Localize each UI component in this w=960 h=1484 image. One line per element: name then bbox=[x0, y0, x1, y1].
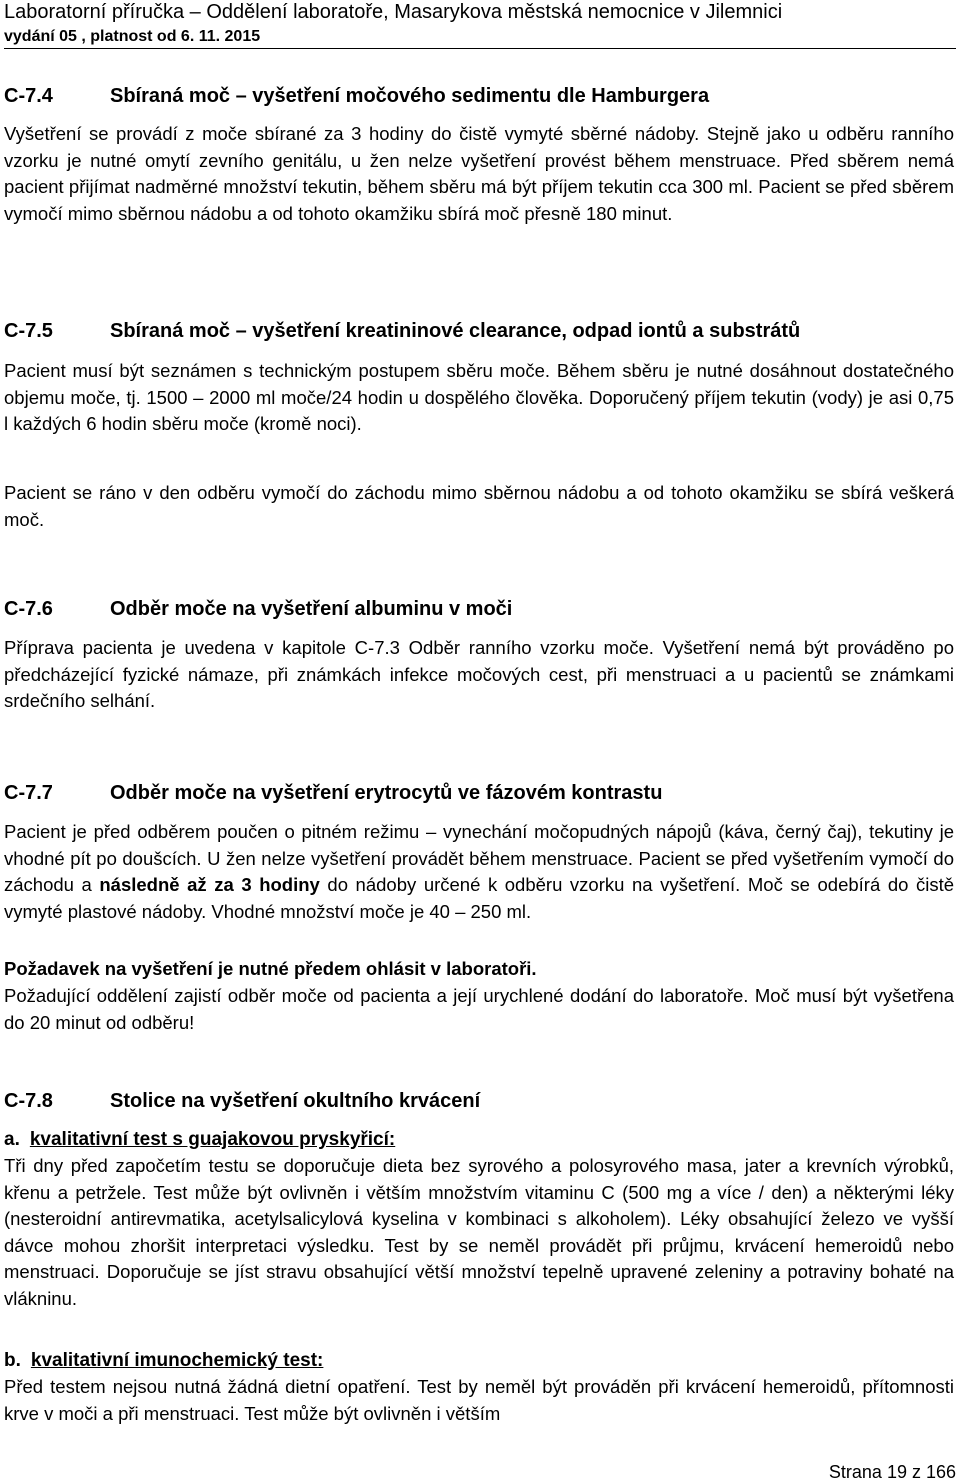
subheading-title: kvalitativní test s guajakovou pryskyřicí: bbox=[29, 1129, 396, 1150]
header-title: Laboratorní příručka – Oddělení laboratoře, Masarykova městská nemocnice v Jilemnici bbox=[4, 1, 783, 23]
subheading-a bbox=[4, 1128, 395, 1152]
text-run: do nádoby určené k odběru vzorku na vyšetření. Moč se odebírá do čistě vymyté plastové nádoby. Vhodné množství moče je 40 – 250 ml. bbox=[4, 874, 955, 922]
paragraph: Příprava pacienta je uvedena v kapitole C-7.3 Odběr ranního vzorku moče. Vyšetření nemá být prováděno po předcházející fyzické námaze, při známkách infekce močových cest, při menstruaci a u pacientů se známkami srdečního selhání. bbox=[4, 637, 954, 711]
subheading-b bbox=[4, 1349, 323, 1373]
paragraph: Požadující oddělení zajistí odběr moče od pacienta a její urychlené dodání do laboratoře. Moč musí být vyšetřena do 20 minut od odběru! bbox=[4, 985, 954, 1033]
subheading-label: b. bbox=[4, 1350, 21, 1371]
section-number: C-7.8 bbox=[4, 1090, 53, 1112]
page-number: Strana 19 z 166 bbox=[828, 1462, 956, 1482]
paragraph-bold: Požadavek na vyšetření je nutné předem ohlásit v laboratoři. bbox=[4, 958, 537, 979]
paragraph: Pacient musí být seznámen s technickým postupem sběru moče. Během sběru je nutné dosáhnout dostatečného objemu moče, tj. 1500 – 2000 ml moče/24 hodin u dospělého člověka. Doporučený příjem tekutin (vody) je asi 0,75 l každých 6 hodin sběru moče (kromě noci). bbox=[4, 360, 954, 434]
subheading-title: kvalitativní imunochemický test: bbox=[30, 1350, 324, 1371]
section-title: Odběr moče na vyšetření erytrocytů ve fázovém kontrastu bbox=[110, 782, 663, 804]
page-header bbox=[4, 0, 956, 49]
paragraph: Před testem nejsou nutná žádná dietní opatření. Test by neměl být prováděn při krvácení hemeroidů, přítomnosti krve v moči a při menstruaci. Test může být ovlivněn i větším bbox=[4, 1376, 954, 1424]
section-number: C-7.7 bbox=[4, 782, 53, 804]
section-title: Sbíraná moč – vyšetření kreatininové clearance, odpad iontů a substrátů bbox=[110, 320, 801, 342]
section-title: Sbíraná moč – vyšetření močového sedimentu dle Hamburgera bbox=[110, 85, 710, 107]
section-number: C-7.6 bbox=[4, 598, 53, 620]
text-run: Pacient je před odběrem poučen o pitném režimu – vynechání močopudných nápojů (káva, černý čaj), tekutiny je vhodné pít po doušcích. U žen nelze vyšetření provádět během menstruace. Pacient se před vyšetřením vymočí do záchodu a bbox=[4, 821, 954, 895]
paragraph bbox=[4, 819, 954, 925]
paragraph: Vyšetření se provádí z moče sbírané za 3 hodiny do čistě vymyté sběrné nádoby. Stejně jako u odběru ranního vzorku je nutné omytí zevního genitálu, u žen nelze vyšetření provést během menstruace. Před sběrem nemá pacient přijímat nadměrné množství tekutin, během sběru má být příjem tekutin cca 300 ml. Pacient se před sběrem vymočí mimo sběrnou nádobu a od tohoto okamžiku sbírá moč přesně 180 minut. bbox=[4, 123, 954, 224]
subheading-label: a. bbox=[4, 1129, 20, 1150]
section-title: Stolice na vyšetření okultního krvácení bbox=[110, 1090, 481, 1112]
section-title: Odběr moče na vyšetření albuminu v moči bbox=[110, 598, 513, 620]
paragraph: Pacient se ráno v den odběru vymočí do záchodu mimo sběrnou nádobu a od tohoto okamžiku se sbírá veškerá moč. bbox=[4, 482, 954, 530]
section-number: C-7.4 bbox=[4, 85, 53, 107]
header-edition: vydání 05 , platnost od 6. 11. 2015 bbox=[4, 28, 261, 45]
section-number: C-7.5 bbox=[4, 320, 53, 342]
emphasis: následně až za 3 hodiny bbox=[99, 874, 320, 895]
paragraph: Tři dny před započetím testu se doporučuje dieta bez syrového a polosyrového masa, jater a krevních výrobků, křenu a petržele. Test může být ovlivněn i větším množstvím vitaminu C (500 mg a více / den) a některými léky (nesteroidní antirevmatika, acetylsalicylová kyselina v kombinaci s alkoholem). Léky obsahující železo ve vyšší dávce mohou zhoršit interpretaci výsledku. Test by se neměl provádět při průjmu, krvácení hemeroidů nebo menstruaci. Doporučuje se jíst stravu obsahující větší množství tepelně upravené zeleniny a potraviny bohaté na vlákninu. bbox=[4, 1155, 954, 1309]
